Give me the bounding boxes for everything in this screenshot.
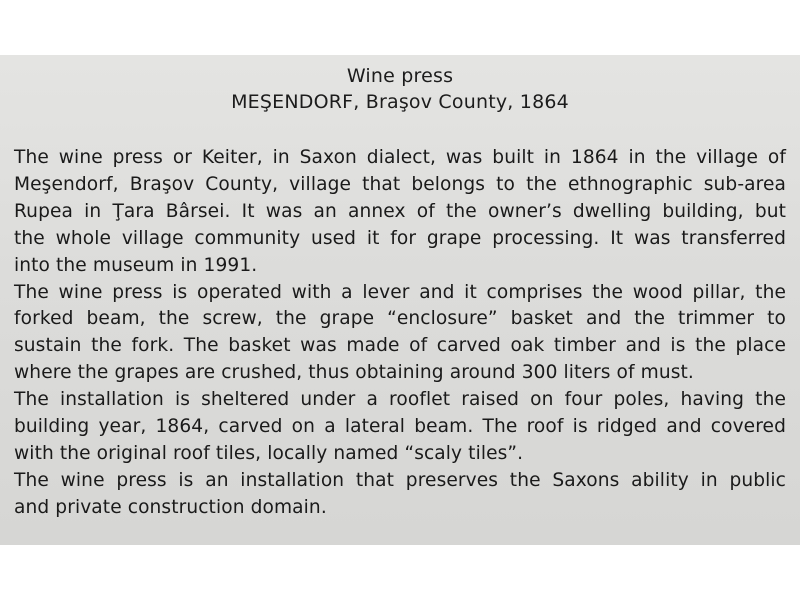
text-line: The installation is sheltered under a rooflet raised on four poles, having the <box>14 389 786 411</box>
text-line: into the museum in 1991. <box>14 254 258 276</box>
text-line: Rupea in Ţara Bârsei. It was an annex of the owner’s dwelling building, but <box>14 200 786 222</box>
text-line: The wine press is an installation that preserves the Saxons ability in public <box>14 469 786 491</box>
plaque-title: Wine press <box>346 65 454 87</box>
top-border <box>0 0 800 55</box>
text-line: and private construction domain. <box>14 496 327 518</box>
text-line: the whole village community used it for grape processing. It was transferred <box>14 227 786 249</box>
text-line: The wine press is operated with a lever and it comprises the wood pillar, the <box>14 281 786 303</box>
text-line: where the grapes are crushed, thus obtaining around 300 liters of must. <box>14 362 694 384</box>
text-line: building year, 1864, carved on a lateral beam. The roof is ridged and covered <box>14 416 786 438</box>
text-line: sustain the fork. The basket was made of carved oak timber and is the place <box>14 335 786 357</box>
text-line: Meşendorf, Braşov County, village that belongs to the ethnographic sub-area <box>14 173 786 195</box>
plaque-body <box>14 145 786 522</box>
bottom-border <box>0 545 800 600</box>
text-line: with the original roof tiles, locally named “scaly tiles”. <box>14 442 524 464</box>
plaque-subtitle: MEŞENDORF, Braşov County, 1864 <box>231 91 569 113</box>
info-plaque <box>0 55 800 545</box>
text-line: The wine press or Keiter, in Saxon dialect, was built in 1864 in the village of <box>14 147 786 168</box>
text-line: forked beam, the screw, the grape “enclosure” basket and the trimmer to <box>14 308 786 330</box>
